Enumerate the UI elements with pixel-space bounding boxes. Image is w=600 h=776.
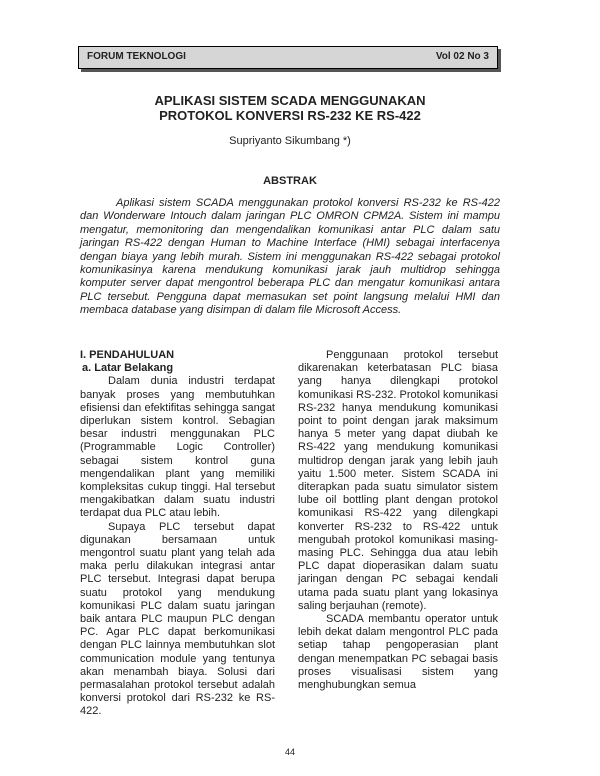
paragraph: Supaya PLC tersebut dapat digunakan bersamaan untuk mengontrol suatu plant yang telah ada maka perlu dilakukan integrasi antar PLC tersebut. Integrasi dapat berupa suatu protokol yang mendukung komunikasi PLC dalam suatu jaringan baik antara PLC maupun PLC dengan PC. Agar PLC dapat berkomunikasi dengan PLC lainnya membutuhkan slot communication module yang tentunya akan menambah biaya. Solusi dari permasalahan protokol tersebut adalah konversi protokol dari RS-232 ke RS-422. (80, 520, 275, 718)
journal-name: FORUM TEKNOLOGI (87, 51, 186, 62)
right-column (298, 349, 498, 692)
abstract-body (80, 197, 500, 318)
left-column (80, 349, 275, 719)
paragraph: Dalam dunia industri terdapat banyak proses yang membutuhkan efisiensi dan efektifitas sehingga sangat diperlukan sistem kontrol. Sebagian besar industri menggunakan PLC (Programmable Logic Controller) sebagai sistem kontrol guna mengendalikan plant yang memiliki kompleksitas cukup tinggi. Hal tersebut mengakibatkan dalam suatu industri terdapat dua PLC atau lebih. (80, 375, 275, 520)
section-heading: I. PENDAHULUAN (80, 349, 175, 361)
author: Supriyanto Sikumbang *) (229, 135, 351, 147)
paragraph: Penggunaan protokol tersebut dikarenakan keterbatasan PLC biasa yang hanya dilengkapi protokol komunikasi RS-232. Protokol komunikasi RS-232 hanya mendukung komunikasi point to point dengan jarak maksimum hanya 5 meter yang dapat diubah ke RS-422 yang mendukung komunikasi multidrop dengan jarak yang lebih jauh yaitu 1.500 meter. Sistem SCADA ini diterapkan pada suatu simulator sistem lube oil bottling plant dengan protokol komunikasi RS-422 yang dilengkapi konverter RS-232 to RS-422 untuk mengubah protokol komunikasi masing-masing PLC. Sehingga dua atau lebih PLC dapat dioperasikan dalam suatu jaringan dengan PC sebagai kendali utama pada suatu plant yang lokasinya saling berjauhan (remote). (298, 349, 498, 612)
title-line-1: APLIKASI SISTEM SCADA MENGGUNAKAN (154, 93, 426, 108)
page-number: 44 (284, 747, 295, 757)
journal-header-bar (78, 46, 498, 69)
title-line-2: PROTOKOL KONVERSI RS-232 KE RS-422 (159, 108, 421, 123)
journal-issue: Vol 02 No 3 (435, 51, 489, 62)
subsection-heading: a. Latar Belakang (82, 362, 174, 375)
abstract-text: Aplikasi sistem SCADA menggunakan protokol konversi RS-232 ke RS-422 dan Wonderware Intouch dalam jaringan PLC OMRON CPM2A. Sistem ini mampu mengatur, memonitoring dan mengendalikan komunikasi antar PLC dalam satu jaringan RS-422 dengan Human to Machine Interface (HMI) sebagai interfacenya dengan biaya yang lebih murah. Sistem ini menggunakan RS-422 sebagai protokol komunikasinya karena mendukung komunikasi jarak jauh multidrop sehingga komputer server dapat mengontrol beberapa PLC dan mengatur komunikasi antara PLC tersebut. Pengguna dapat memasukan set point langsung melalui HMI dan membaca database yang disimpan di dalam file Microsoft Access. (80, 197, 500, 317)
paper-title (0, 93, 580, 123)
paragraph: SCADA membantu operator untuk lebih dekat dalam mengontrol PLC pada setiap tahap pengoperasian plant dengan menempatkan PC sebagai basis proses visualisasi sistem yang menghubungkan semua (298, 613, 498, 692)
abstract-heading: ABSTRAK (263, 175, 317, 187)
